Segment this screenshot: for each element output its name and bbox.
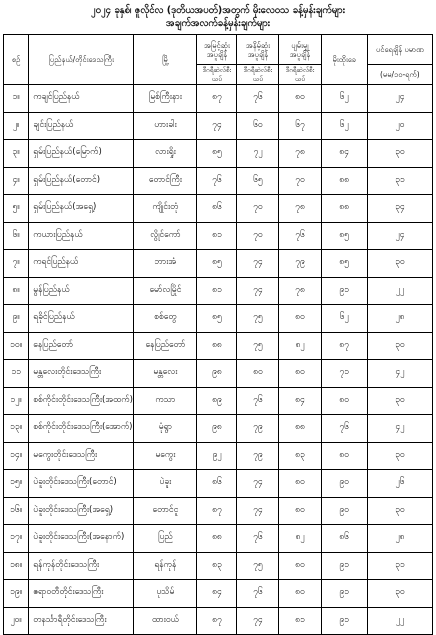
region-name: မန္တလေးတိုင်းဒေသကြီး [29,360,134,388]
table-row [4,470,433,498]
header-city: မြို့ [134,35,197,85]
rain-pct-value: ၈၅ [321,250,367,278]
rainfall-value: ၃၁ [367,167,432,195]
row-number: ၂၀။ [4,607,29,635]
avg-temp-value: ၆၇ [279,112,321,140]
rainfall-value: ၂၄ [367,222,432,250]
table-row [4,222,433,250]
rain-pct-value: ၈၀ [321,442,367,470]
avg-temp-value: ၈၈ [279,415,321,443]
city-name: မုံရွာ [134,415,197,443]
region-name: ရခိုင်ပြည်နယ် [29,305,134,333]
min-temp-value: ၇၉ [237,415,279,443]
table-row [4,140,433,168]
region-name: ရန်ကုန်တိုင်းဒေသကြီး [29,552,134,580]
region-name: ပဲခူးတိုင်းဒေသကြီး(တောင်) [29,470,134,498]
avg-temp-value: ၇၉ [279,250,321,278]
rain-pct-value: ၈၄ [321,140,367,168]
unit-avg-temp: ဒီဂရီဆဲလ်စီးယပ် [279,65,321,85]
max-temp-value: ၈၆ [197,470,237,498]
row-number: ၄။ [4,167,29,195]
header-min-temp: အနိမ့်ဆုံး အပူချိန် [237,35,279,65]
city-name: နေပြည်တော် [134,332,197,360]
row-number: ၁။ [4,85,29,113]
max-temp-value: ၈၅ [197,305,237,333]
min-temp-value: ၇၅ [237,305,279,333]
city-name: မော်လမြိုင် [134,277,197,305]
region-name: ချင်းပြည်နယ် [29,112,134,140]
rainfall-value: ၃၀ [367,387,432,415]
region-name: ကယားပြည်နယ် [29,222,134,250]
city-name: ဟားခါး [134,112,197,140]
avg-temp-value: ၈၀ [279,470,321,498]
header-max-temp: အမြင့်ဆုံး အပူချိန် [197,35,237,65]
row-number: ၃။ [4,140,29,168]
max-temp-value: ၈၅ [197,140,237,168]
rainfall-value: ၂၄ [367,85,432,113]
rain-pct-value: ၈၇ [321,332,367,360]
city-name: ပုသိမ် [134,580,197,608]
avg-temp-value: ၈၃ [279,442,321,470]
avg-temp-value: ၈၁ [279,607,321,635]
min-temp-value: ၇၀ [237,195,279,223]
max-temp-value: ၈၄ [197,580,237,608]
region-name: ရှမ်းပြည်နယ်(မြောက်) [29,140,134,168]
forecast-table [3,34,433,635]
city-name: ဘားအံ [134,250,197,278]
city-name: ပြည် [134,525,197,553]
avg-temp-value: ၈၀ [279,497,321,525]
min-temp-value: ၇၉ [237,442,279,470]
row-number: ၁၄။ [4,442,29,470]
rain-pct-value: ၉၁ [321,277,367,305]
table-row [4,580,433,608]
rainfall-value: ၃၀ [367,442,432,470]
region-name: ဧရာဝတီတိုင်းဒေသကြီး [29,580,134,608]
region-name: ပဲခူးတိုင်းဒေသကြီး(အရှေ့) [29,497,134,525]
title-line-1: ၂၀၂၄ ခုနှစ်၊ ဇူလိုင်လ (ဒုတိယအပတ်)အတွက် မိုးလေဝသ ခန့်မှန်းချက်များ [91,5,345,16]
table-row [4,167,433,195]
unit-min-temp: ဒီဂရီဆဲလ်စီးယပ် [237,65,279,85]
rainfall-value: ၃၀ [367,332,432,360]
rainfall-value: ၃၄ [367,195,432,223]
city-name: မြစ်ကြီးနား [134,85,197,113]
rainfall-value: ၃၀ [367,250,432,278]
table-row [4,552,433,580]
city-name: တောင်ငူ [134,497,197,525]
avg-temp-value: ၈၂ [279,332,321,360]
rain-pct-value: ၆၂ [321,112,367,140]
rain-pct-value: ၈၅ [321,222,367,250]
table-row [4,525,433,553]
row-number: ၉။ [4,305,29,333]
rainfall-value: ၂၂ [367,277,432,305]
min-temp-value: ၈၀ [237,360,279,388]
min-temp-value: ၇၅ [237,332,279,360]
min-temp-value: ၇၅ [237,552,279,580]
row-number: ၂။ [4,112,29,140]
region-name: ရှမ်းပြည်နယ်(တောင်) [29,167,134,195]
row-number: ၈။ [4,277,29,305]
avg-temp-value: ၈၄ [279,387,321,415]
row-number: ၁၁ [4,360,29,388]
rainfall-value: ၂၈ [367,525,432,553]
city-name: တောင်ကြီး [134,167,197,195]
header-avg-temp: ပျမ်းမျှ အပူချိန် [279,35,321,65]
rain-pct-value: ၉၀ [321,470,367,498]
region-name: စစ်ကိုင်းတိုင်းဒေသကြီး(အထက်) [29,387,134,415]
table-row [4,415,433,443]
min-temp-value: ၆၀ [237,112,279,140]
city-name: ကသာ [134,387,197,415]
row-number: ၅။ [4,195,29,223]
city-name: မကွေး [134,442,197,470]
rainfall-value: ၃၁ [367,552,432,580]
document-title [0,4,436,30]
rain-pct-value: ၈၈ [321,195,367,223]
city-name: ထားဝယ် [134,607,197,635]
table-row [4,305,433,333]
max-temp-value: ၈၇ [197,607,237,635]
row-number: ၁၈။ [4,552,29,580]
min-temp-value: ၇၄ [237,277,279,305]
min-temp-value: ၇၆ [237,525,279,553]
avg-temp-value: ၇၆ [279,222,321,250]
region-name: မကွေးတိုင်းဒေသကြီး [29,442,134,470]
min-temp-value: ၇၂ [237,140,279,168]
max-temp-value: ၇၄ [197,112,237,140]
region-name: ကရင်ပြည်နယ် [29,250,134,278]
avg-temp-value: ၈၂ [279,525,321,553]
unit-rainfall: (မမ/၁၀-ရက်) [367,65,432,85]
rainfall-value: ၃၀ [367,580,432,608]
region-name: မွန်ပြည်နယ် [29,277,134,305]
city-name: မန္တလေး [134,360,197,388]
min-temp-value: ၇၄ [237,470,279,498]
row-number: ၁၉။ [4,580,29,608]
max-temp-value: ၇၆ [197,167,237,195]
table-row [4,85,433,113]
max-temp-value: ၉၈ [197,360,237,388]
table-row [4,387,433,415]
city-name: ကျိုင်းတုံ [134,195,197,223]
table-row [4,112,433,140]
title-line-2: အချက်အလက်ခန့်မှန်းချက်များ [165,18,271,29]
header-region: ပြည်နယ်/တိုင်းဒေသကြီး [29,35,134,85]
table-row [4,497,433,525]
rainfall-value: ၂၈ [367,305,432,333]
max-temp-value: ၈၇ [197,85,237,113]
max-temp-value: ၈၆ [197,195,237,223]
avg-temp-value: ၇၀ [279,167,321,195]
table-row [4,442,433,470]
max-temp-value: ၈၇ [197,497,237,525]
city-name: ရန်ကုန် [134,552,197,580]
rainfall-value: ၂၆ [367,470,432,498]
rain-pct-value: ၉၁ [321,552,367,580]
row-number: ၁၂။ [4,387,29,415]
region-name: ရှမ်းပြည်နယ်(အရှေ့) [29,195,134,223]
row-number: ၆။ [4,222,29,250]
row-number: ၁၃။ [4,415,29,443]
rainfall-value: ၂၀ [367,112,432,140]
rain-pct-value: ၉၀ [321,497,367,525]
row-number: ၇။ [4,250,29,278]
region-name: စစ်ကိုင်းတိုင်းဒေသကြီး(အောက်) [29,415,134,443]
min-temp-value: ၇၆ [237,580,279,608]
min-temp-value: ၇၆ [237,387,279,415]
rain-pct-value: ၈၀ [321,387,367,415]
table-row [4,250,433,278]
header-rainfall: ပင်ရေချိန် ပမာဏ [367,35,432,65]
min-temp-value: ၇၆ [237,85,279,113]
city-name: စစ်တွေ [134,305,197,333]
max-temp-value: ၈၈ [197,332,237,360]
rain-pct-value: ၇၁ [321,360,367,388]
max-temp-value: ၈၁ [197,277,237,305]
region-name: ကချင်ပြည်နယ် [29,85,134,113]
rainfall-value: ၂၂ [367,607,432,635]
max-temp-value: ၈၈ [197,525,237,553]
header-rain-pct: မိုးထိုးခေ [321,35,367,85]
max-temp-value: ၈၉ [197,387,237,415]
max-temp-value: ၉၈ [197,415,237,443]
region-name: တနင်္သာရီတိုင်းဒေသကြီး [29,607,134,635]
max-temp-value: ၈၁ [197,222,237,250]
row-number: ၁၅။ [4,470,29,498]
rainfall-value: ၃၀ [367,497,432,525]
avg-temp-value: ၈၀ [279,360,321,388]
rainfall-value: ၄၂ [367,415,432,443]
min-temp-value: ၇၀ [237,222,279,250]
avg-temp-value: ၈၀ [279,85,321,113]
rain-pct-value: ၆၂ [321,85,367,113]
table-row [4,277,433,305]
min-temp-value: ၇၄ [237,607,279,635]
avg-temp-value: ၈၀ [279,552,321,580]
min-temp-value: ၆၅ [237,167,279,195]
rain-pct-value: ၈၆ [321,525,367,553]
min-temp-value: ၇၄ [237,497,279,525]
city-name: လားရှိုး [134,140,197,168]
table-row [4,332,433,360]
max-temp-value: ၉၂ [197,442,237,470]
rain-pct-value: ၈၈ [321,167,367,195]
max-temp-value: ၈၅ [197,250,237,278]
table-row [4,360,433,388]
region-name: နေပြည်တော် [29,332,134,360]
rain-pct-value: ၆၂ [321,305,367,333]
avg-temp-value: ၇၈ [279,195,321,223]
row-number: ၁၆။ [4,497,29,525]
max-temp-value: ၈၃ [197,552,237,580]
row-number: ၁၀။ [4,332,29,360]
avg-temp-value: ၇၈ [279,140,321,168]
min-temp-value: ၇၄ [237,250,279,278]
header-no: စဉ် [4,35,29,85]
city-name: လွိုင်ကော် [134,222,197,250]
rain-pct-value: ၉၁ [321,607,367,635]
unit-max-temp: ဒီဂရီဆဲလ်စီးယပ် [197,65,237,85]
avg-temp-value: ၈၀ [279,305,321,333]
table-row [4,195,433,223]
row-number: ၁၇။ [4,525,29,553]
rain-pct-value: ၉၁ [321,580,367,608]
rainfall-value: ၄၂ [367,360,432,388]
rainfall-value: ၃၀ [367,140,432,168]
table-row [4,607,433,635]
avg-temp-value: ၇၈ [279,277,321,305]
region-name: ပဲခူးတိုင်းဒေသကြီး(အနောက်) [29,525,134,553]
city-name: ပဲခူး [134,470,197,498]
rain-pct-value: ၇၆ [321,415,367,443]
avg-temp-value: ၈၀ [279,580,321,608]
